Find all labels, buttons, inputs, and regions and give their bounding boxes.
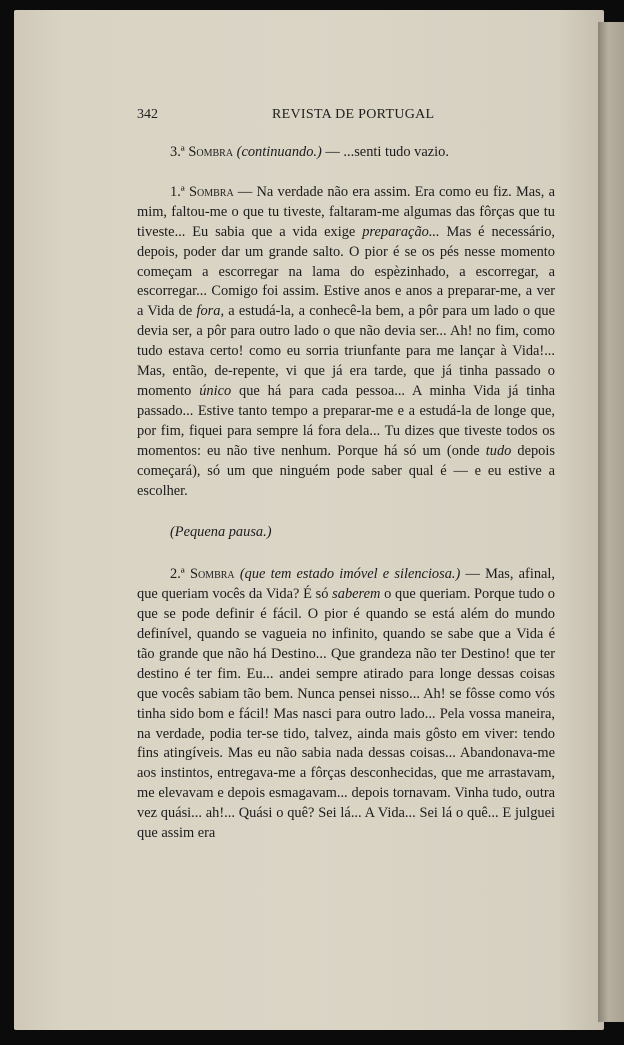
speaker-name: Sombra [189, 183, 234, 200]
body-text [137, 143, 555, 844]
next-page-edge [598, 22, 624, 1022]
emphasis: preparação... [362, 223, 440, 240]
emphasis: fora, [196, 303, 225, 320]
emphasis: tudo [485, 442, 512, 459]
emphasis: saberem [332, 586, 381, 603]
stage-direction: (que tem estado imóvel e silenciosa.) [239, 566, 461, 583]
speech: — Na verdade não era assim. Era como eu fiz. Mas, a mim, faltou-me o que tu tiveste, faltaram-me algumas das fôrças que tu tiveste... Eu sabia que a vida exige [137, 183, 555, 240]
page-number: 342 [137, 107, 158, 122]
emphasis: único [199, 382, 232, 399]
paragraph-1 [137, 143, 555, 163]
speech: — Mas, afinal, que queriam vocês da Vida? É só [137, 566, 555, 603]
speaker-number: 3.ª [170, 144, 185, 160]
speech: o que queriam. Porque tudo o que se pode definir é fácil. O pior é quando se está além do mundo definível, quando se vagueia no infinito, quando se sabe que a Vida é tão grande que não há Destino... Que grandeza não ter Destino! que ter destino é ter fim. Eu... andei sempre atirado para longe dessas coisas que vocês sabiam tão bem. Nunca pensei nisso... Ah! se fôsse como vós tinha sido bom e fácil! Mas nasci para outro lado... Pela vossa maneira, na verdade, podia ter-se tido, talvez, ainda mais gôsto em viver: tendo fins atingíveis. Mas eu não sabia nada dessas coisas... Abandonava-me aos instintos, entregava-me a fôrças desconhecidas, que me arrastavam, me elevavam e depois esmagavam... depois tornavam. Vinha tudo, outra vez quási... ah!... Quási o quê? Sei lá... A Vida... Sei lá o quê... E julguei que assim era [137, 586, 555, 842]
paragraph-4 [137, 565, 555, 844]
speaker-name: Sombra [188, 144, 234, 160]
speaker-number: 2.ª [170, 566, 185, 583]
running-title: REVISTA DE PORTUGAL [272, 107, 435, 122]
speech: a estudá-la, a conhecê-la bem, a pôr para um lado o que devia ser, a pôr para outro lado o que não devia ser... Ah! no fim, como tudo estava certo! como eu sorria triunfante para me lançar à Vida!... Mas, então, de-repente, vi que já era tarde, que já tinha passado o momento [137, 303, 556, 399]
speaker-name: Sombra [189, 566, 235, 583]
speech: — ...senti tudo vazio. [325, 144, 449, 160]
stage-direction: (continuando.) [236, 144, 322, 160]
page-header [0, 107, 624, 127]
speech: depois começará), só um que ninguém pode saber qual é — e eu estive a escolher. [137, 442, 555, 499]
speech: que há para cada pessoa... A minha Vida já tinha passado... Estive tanto tempo a preparar-me e a estudá-la de longe que, por fim, fiquei para sempre lá fora dela... Tu dizes que tiveste todos os momentos: eu não tive nenhum. Porque há só um (onde [137, 382, 555, 459]
speech: Mas é necessário, depois, poder dar um grande salto. O pior é se os pés nesse momento começam a escorregar na lama do espèzinhado, a escorregar, a escorregar... Comigo foi assim. Estive anos e anos a preparar-me, a ver a Vida de [137, 223, 555, 320]
paragraph-2 [137, 183, 555, 502]
stage-direction-pause: (Pequena pausa.) [170, 524, 272, 541]
speaker-number: 1.ª [170, 183, 185, 200]
